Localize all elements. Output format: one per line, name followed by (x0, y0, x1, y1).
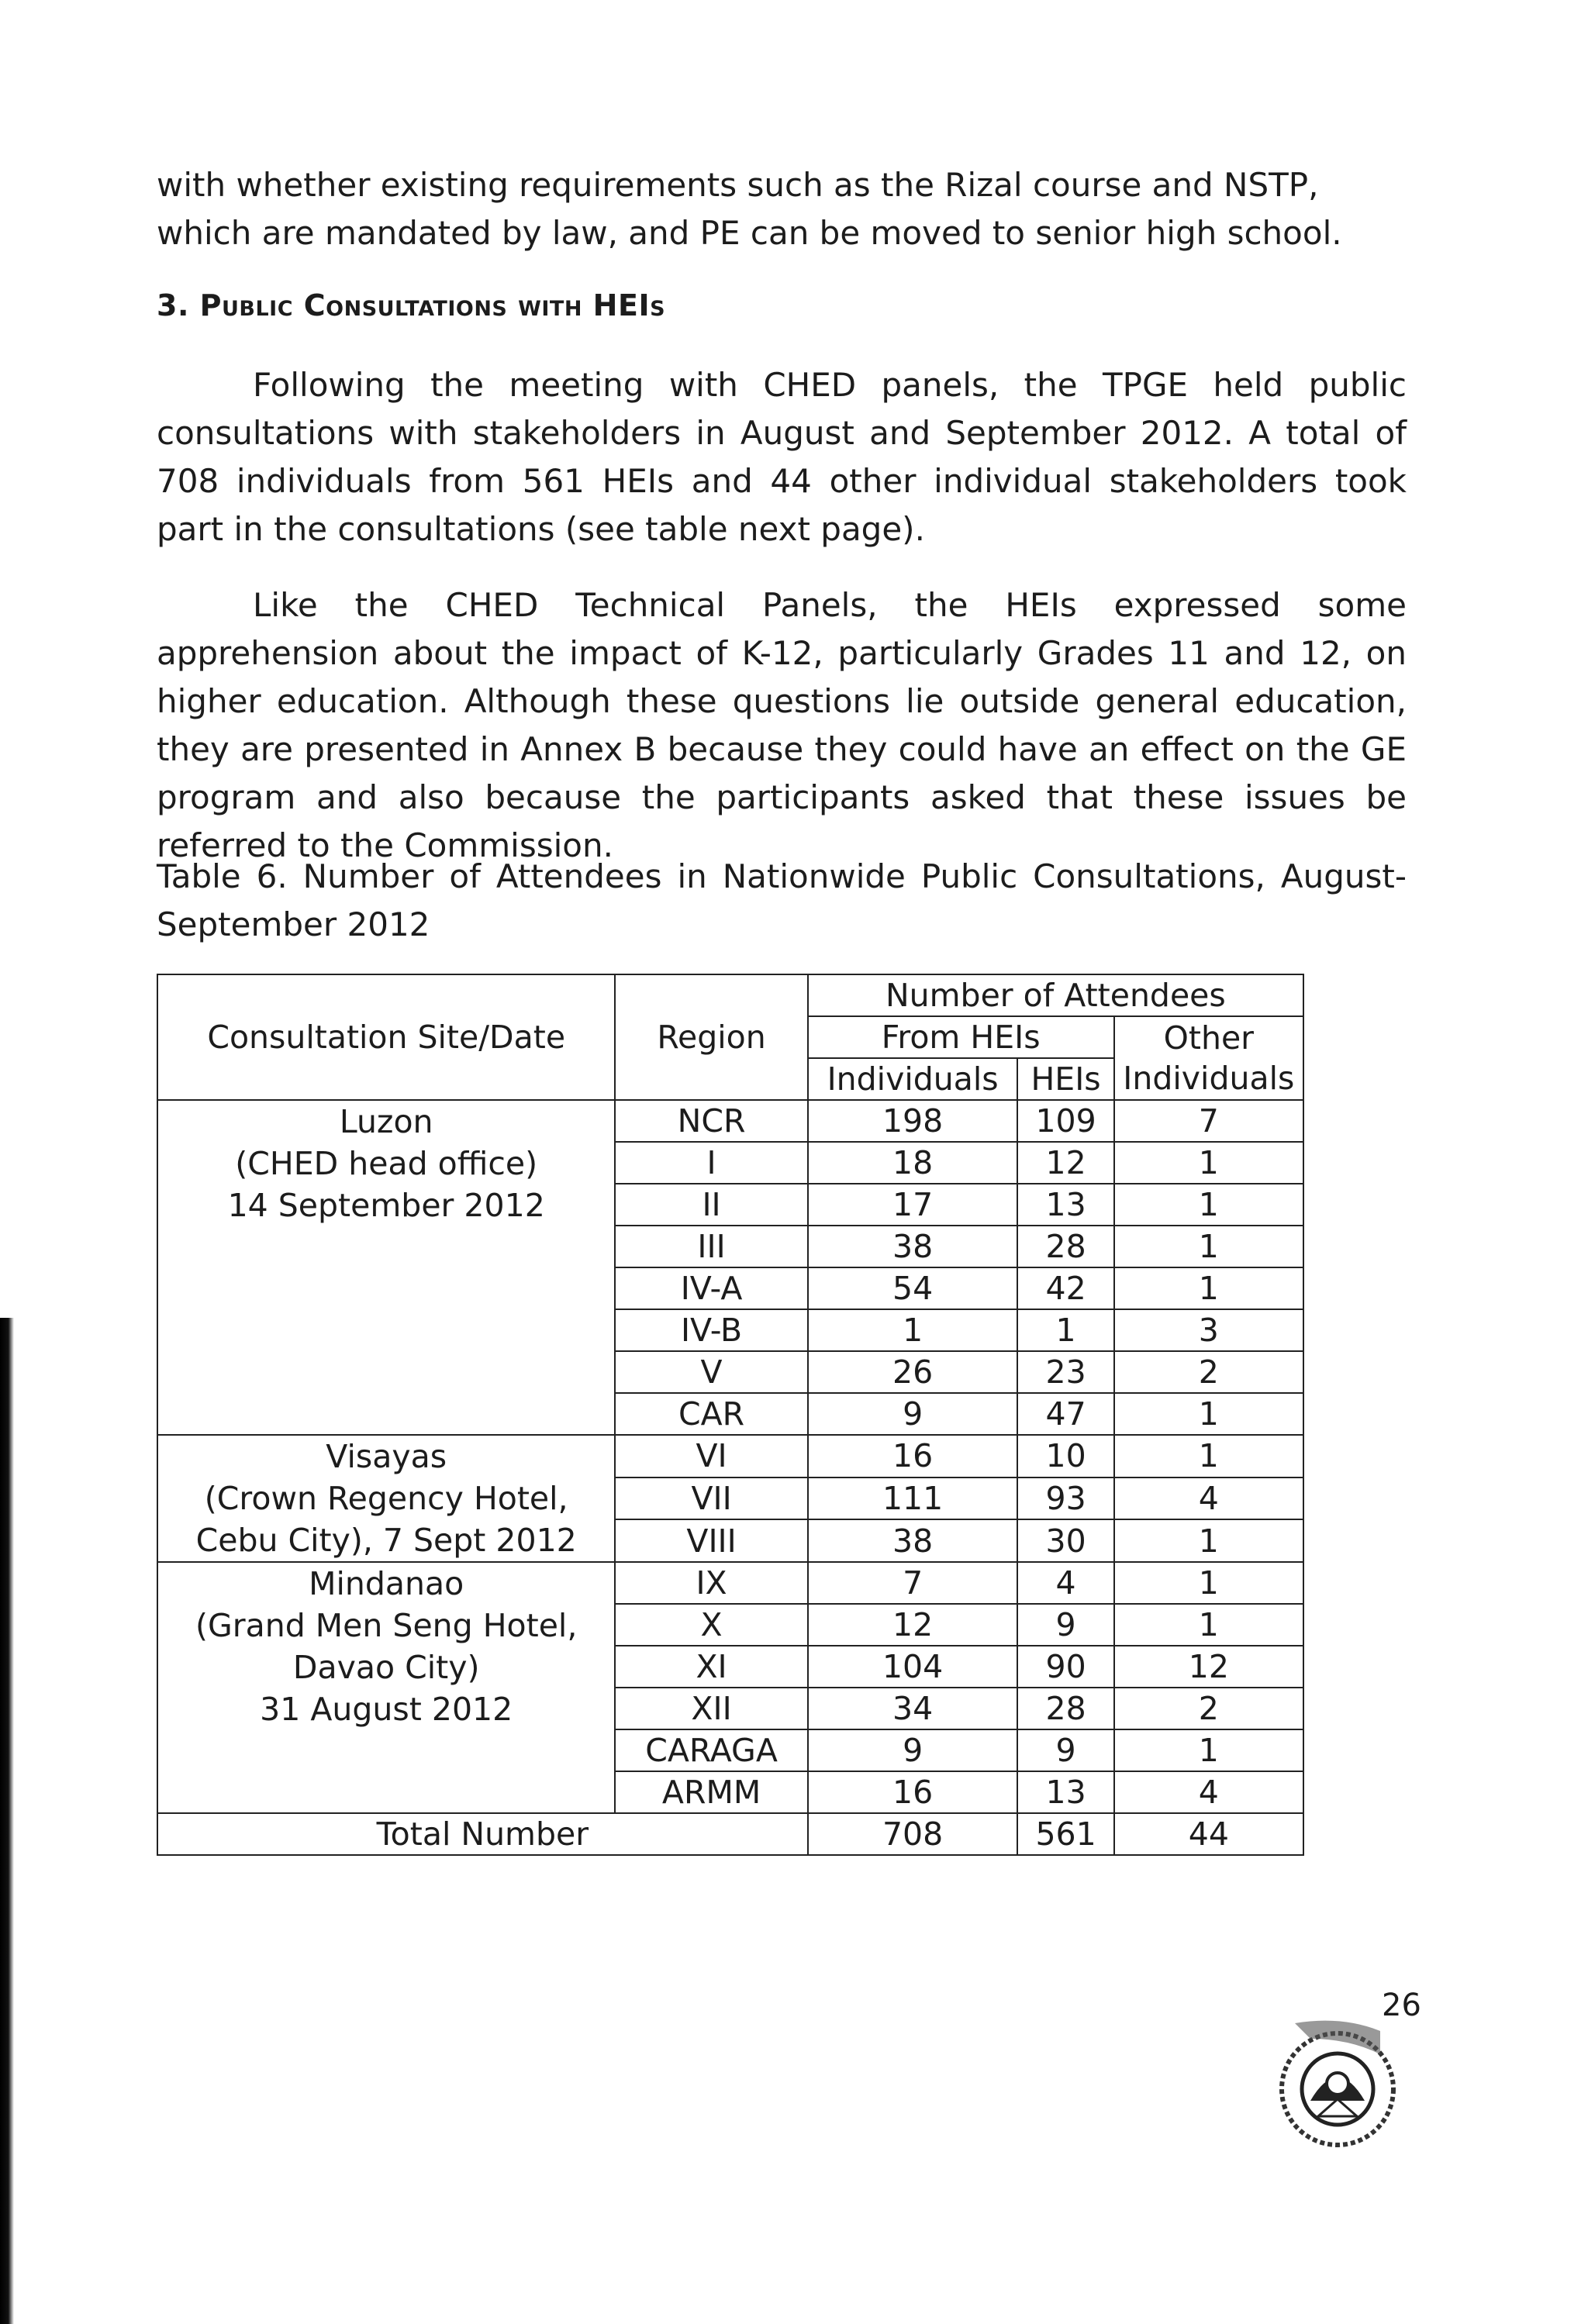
site-cell (157, 1435, 615, 1562)
total-row (157, 1813, 1303, 1855)
site-cell (157, 1100, 615, 1435)
heis-cell: 4 (1017, 1562, 1113, 1604)
individuals-cell: 38 (808, 1519, 1018, 1562)
paragraph-3: Like the CHED Technical Panels, the HEIs expressed some apprehension about the impact of K-12, particularly Grades 11 and 12, on higher education. Although these questions lie outside general education, they are presented in Annex B because they could have an effect on the GE program and also because the participants asked that these issues be referred to the Commission. (157, 586, 1407, 864)
page-number: 26 (1382, 1988, 1421, 2023)
individuals-cell: 16 (808, 1771, 1018, 1813)
individuals-cell: 16 (808, 1435, 1018, 1477)
region-cell: XI (615, 1646, 807, 1688)
heis-cell: 47 (1017, 1393, 1113, 1435)
heis-cell: 10 (1017, 1435, 1113, 1477)
individuals-cell: 9 (808, 1729, 1018, 1771)
individuals-cell: 26 (808, 1351, 1018, 1393)
site-line: Luzon (339, 1103, 433, 1140)
other-cell: 1 (1114, 1435, 1303, 1477)
table-row (157, 1100, 1303, 1142)
heis-cell: 90 (1017, 1646, 1113, 1688)
other-cell: 1 (1114, 1729, 1303, 1771)
individuals-cell: 38 (808, 1226, 1018, 1267)
other-cell: 1 (1114, 1519, 1303, 1562)
site-line: (Grand Men Seng Hotel, (195, 1607, 578, 1644)
region-cell: III (615, 1226, 807, 1267)
individuals-cell: 18 (808, 1142, 1018, 1184)
region-cell: VIII (615, 1519, 807, 1562)
total-other: 44 (1114, 1813, 1303, 1855)
other-cell: 1 (1114, 1184, 1303, 1226)
heis-cell: 13 (1017, 1184, 1113, 1226)
other-cell: 1 (1114, 1604, 1303, 1646)
heis-cell: 13 (1017, 1771, 1113, 1813)
table-caption: Table 6. Number of Attendees in Nationwide Public Consultations, August-September 2012 (157, 857, 1407, 943)
region-cell: IV-A (615, 1267, 807, 1309)
heis-cell: 28 (1017, 1688, 1113, 1729)
other-cell: 12 (1114, 1646, 1303, 1688)
site-line: (CHED head office) (235, 1145, 538, 1182)
paragraph-1: with whether existing requirements such as the Rizal course and NSTP, which are mandated by law, and PE can be moved to senior high school. (157, 166, 1342, 252)
region-cell: VI (615, 1435, 807, 1477)
other-cell: 1 (1114, 1393, 1303, 1435)
heis-cell: 1 (1017, 1309, 1113, 1351)
section-heading-text: 3. Public Consultations with HEIs (157, 288, 666, 322)
region-cell: II (615, 1184, 807, 1226)
individuals-cell: 34 (808, 1688, 1018, 1729)
region-cell: CARAGA (615, 1729, 807, 1771)
other-cell: 1 (1114, 1562, 1303, 1604)
header-other-individuals: Other Individuals (1114, 1016, 1303, 1100)
individuals-cell: 104 (808, 1646, 1018, 1688)
other-cell: 1 (1114, 1226, 1303, 1267)
region-cell: I (615, 1142, 807, 1184)
region-cell: CAR (615, 1393, 807, 1435)
region-cell: XII (615, 1688, 807, 1729)
header-attendees: Number of Attendees (808, 974, 1303, 1016)
heis-cell: 9 (1017, 1729, 1113, 1771)
individuals-cell: 9 (808, 1393, 1018, 1435)
site-line: Cebu City), 7 Sept 2012 (195, 1522, 577, 1559)
individuals-cell: 54 (808, 1267, 1018, 1309)
region-cell: ARMM (615, 1771, 807, 1813)
individuals-cell: 12 (808, 1604, 1018, 1646)
region-cell: IV-B (615, 1309, 807, 1351)
heis-cell: 23 (1017, 1351, 1113, 1393)
attendees-table (157, 974, 1304, 1856)
table-row (157, 1562, 1303, 1604)
region-cell: X (615, 1604, 807, 1646)
site-line: (Crown Regency Hotel, (204, 1480, 568, 1517)
other-cell: 4 (1114, 1771, 1303, 1813)
other-cell: 1 (1114, 1267, 1303, 1309)
heis-cell: 9 (1017, 1604, 1113, 1646)
region-cell: NCR (615, 1100, 807, 1142)
individuals-cell: 198 (808, 1100, 1018, 1142)
ched-seal-icon (1264, 2000, 1411, 2163)
other-cell: 4 (1114, 1477, 1303, 1520)
header-heis: HEIs (1017, 1058, 1113, 1100)
other-cell: 2 (1114, 1688, 1303, 1729)
heis-cell: 12 (1017, 1142, 1113, 1184)
heis-cell: 109 (1017, 1100, 1113, 1142)
site-line: Visayas (326, 1438, 447, 1475)
individuals-cell: 7 (808, 1562, 1018, 1604)
site-line: 14 September 2012 (227, 1187, 545, 1224)
heis-cell: 30 (1017, 1519, 1113, 1562)
region-cell: V (615, 1351, 807, 1393)
site-line: Mindanao (309, 1565, 464, 1602)
individuals-cell: 1 (808, 1309, 1018, 1351)
header-individuals: Individuals (808, 1058, 1018, 1100)
header-site: Consultation Site/Date (157, 974, 615, 1100)
other-cell: 2 (1114, 1351, 1303, 1393)
individuals-cell: 111 (808, 1477, 1018, 1520)
total-individuals: 708 (808, 1813, 1018, 1855)
other-cell: 1 (1114, 1142, 1303, 1184)
table-body (157, 1100, 1303, 1813)
other-cell: 3 (1114, 1309, 1303, 1351)
scan-shadow-edge (0, 1318, 14, 2324)
region-cell: VII (615, 1477, 807, 1520)
total-label: Total Number (157, 1813, 808, 1855)
heis-cell: 28 (1017, 1226, 1113, 1267)
header-region: Region (615, 974, 807, 1100)
section-heading (157, 288, 665, 322)
heis-cell: 93 (1017, 1477, 1113, 1520)
region-cell: IX (615, 1562, 807, 1604)
site-line: Davao City) (292, 1649, 480, 1686)
header-from-heis: From HEIs (808, 1016, 1114, 1058)
table-row (157, 1435, 1303, 1477)
site-line: 31 August 2012 (260, 1691, 513, 1728)
individuals-cell: 17 (808, 1184, 1018, 1226)
total-heis: 561 (1017, 1813, 1113, 1855)
site-cell (157, 1562, 615, 1813)
other-cell: 7 (1114, 1100, 1303, 1142)
heis-cell: 42 (1017, 1267, 1113, 1309)
paragraph-2: Following the meeting with CHED panels, the TPGE held public consultations with stakeholders in August and September 2012. A total of 708 individuals from 561 HEIs and 44 other individual stakeholders took part in the consultations (see table next page). (157, 366, 1407, 548)
